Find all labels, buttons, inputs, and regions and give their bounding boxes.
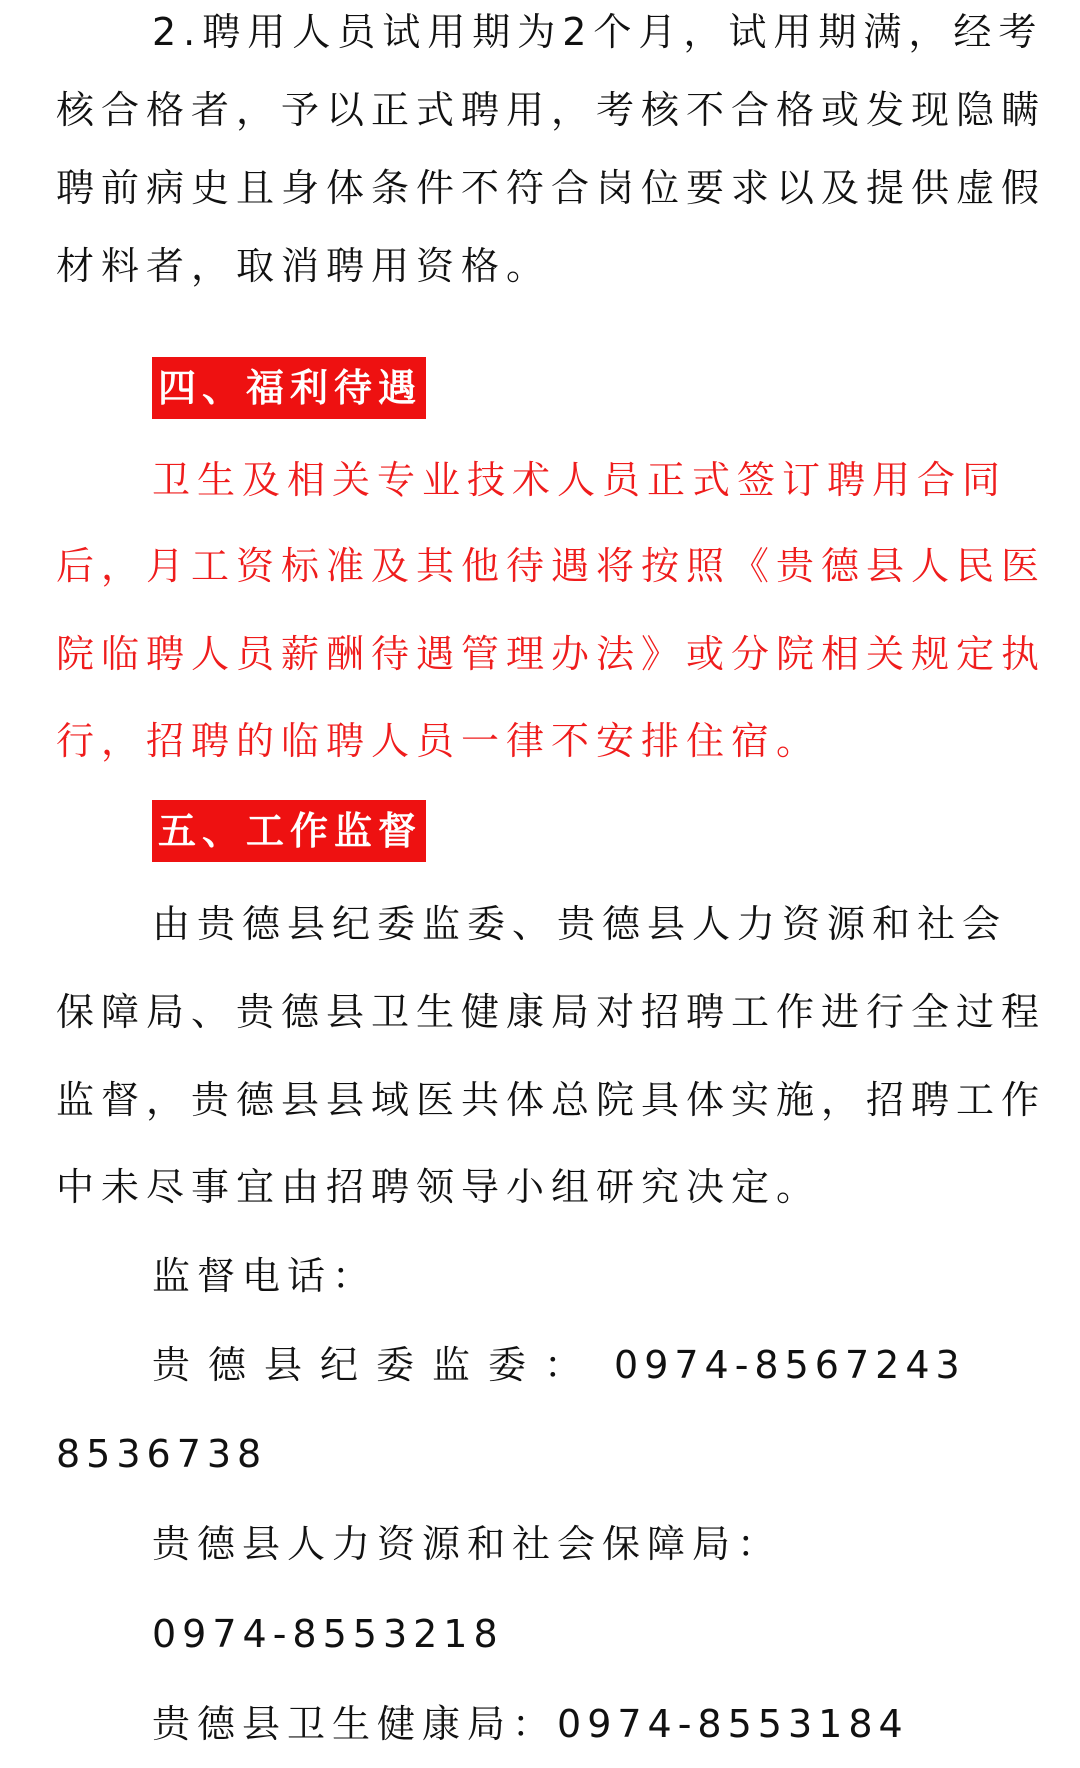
contacts-title: 监督电话： (152, 1254, 378, 1298)
paragraph-line: 行，招聘的临聘人员一律不安排住宿。 (56, 719, 822, 763)
contact-hr-phone: 0974-8553218 (152, 1612, 504, 1656)
contact-phone: 0974-8567243 (614, 1343, 966, 1387)
paragraph-line: 后，月工资标准及其他待遇将按照《贵德县人民医 (56, 544, 1047, 588)
paragraph-line: 2.聘用人员试用期为2个月，试用期满，经考 (152, 10, 1044, 54)
contact-health (152, 1680, 1020, 1768)
section-heading-supervision: 五、工作监督 (152, 800, 426, 862)
contact-phone: 0974-8553184 (557, 1702, 909, 1746)
section-heading-benefits: 四、福利待遇 (152, 357, 426, 419)
contact-hr-label: 贵德县人力资源和社会保障局： (152, 1522, 783, 1566)
contact-label: 贵德县卫生健康局： (152, 1702, 558, 1746)
contact-phone-secondary: 8536738 (56, 1432, 268, 1476)
paragraph-line: 卫生及相关专业技术人员正式签订聘用合同 (152, 458, 1008, 502)
contact-label: 贵德县纪委监委： (152, 1343, 601, 1387)
paragraph-line: 中未尽事宜由招聘领导小组研究决定。 (56, 1165, 822, 1209)
paragraph-line: 材料者，取消聘用资格。 (56, 244, 552, 288)
paragraph-line: 核合格者，予以正式聘用，考核不合格或发现隐瞒 (56, 88, 1047, 132)
contact-discipline (152, 1321, 1020, 1409)
paragraph-line: 由贵德县纪委监委、贵德县人力资源和社会 (152, 902, 1008, 946)
paragraph-line: 聘前病史且身体条件不符合岗位要求以及提供虚假 (56, 166, 1047, 210)
paragraph-line: 保障局、贵德县卫生健康局对招聘工作进行全过程 (56, 990, 1047, 1034)
paragraph-line: 院临聘人员薪酬待遇管理办法》或分院相关规定执 (56, 632, 1047, 676)
paragraph-line: 监督，贵德县县域医共体总院具体实施，招聘工作 (56, 1078, 1047, 1122)
